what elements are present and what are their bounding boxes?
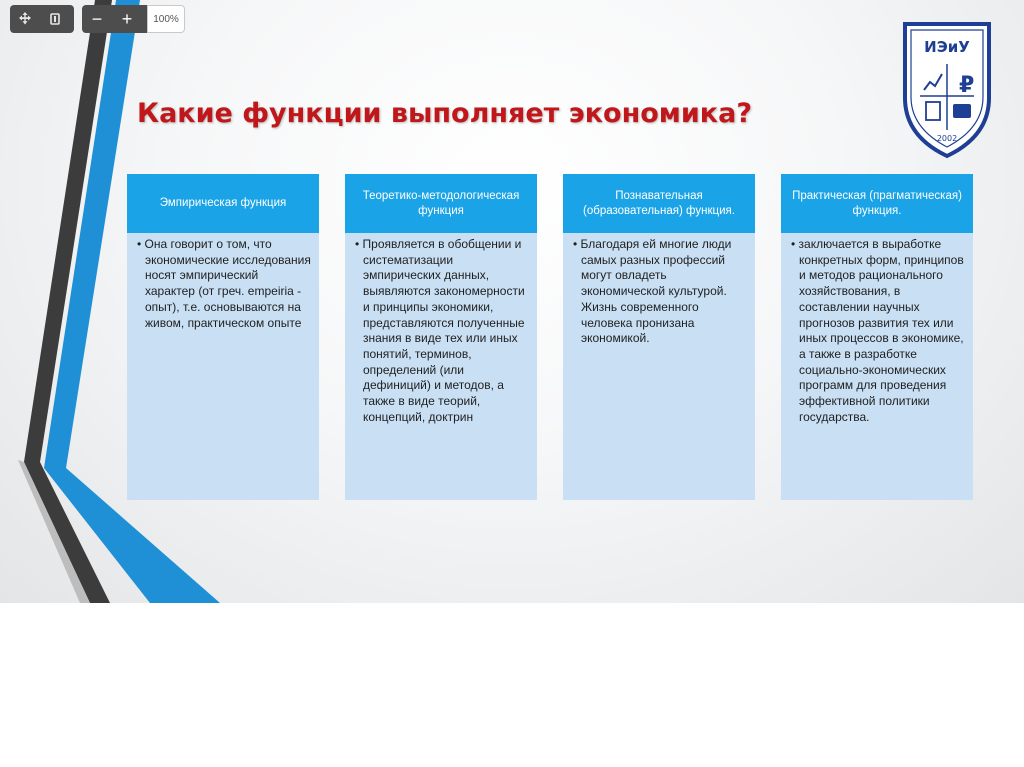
zoom-controls	[82, 5, 150, 33]
column-header: Эмпирическая функция	[127, 174, 319, 233]
function-column-empirical	[127, 174, 319, 500]
column-body	[781, 233, 973, 500]
logo-text: ИЭиУ	[924, 38, 970, 56]
column-header: Практическая (прагматическая) функция.	[781, 174, 973, 233]
institute-logo	[902, 20, 992, 160]
column-text: • Она говорит о том, что экономические исследования носят эмпирический характер (от греч. empeiria - опыт), т.е. основываются на живом, практическом опыте	[137, 237, 311, 330]
column-text: • Проявляется в обобщении и систематизации эмпирических данных, выявляются закономерности и принципы экономики, представляются полученные знания в виде тех или иных понятий, терминов, определений (или дефиниций) и методов, а также в виде теорий, концепций, доктрин	[355, 237, 525, 424]
zoom-in-button[interactable]: +	[121, 8, 133, 29]
column-header: Теоретико-методологическая функция	[345, 174, 537, 233]
logo-year: 2002	[936, 134, 958, 143]
function-column-cognitive	[563, 174, 755, 500]
column-body	[127, 233, 319, 500]
page-background	[0, 603, 1024, 767]
function-column-practical	[781, 174, 973, 500]
column-header: Познавательная (образовательная) функция.	[563, 174, 755, 233]
column-body	[345, 233, 537, 500]
fit-screen-icon[interactable]	[40, 5, 70, 33]
function-column-theoretical	[345, 174, 537, 500]
zoom-level: 100%	[147, 5, 185, 33]
slide-title: Какие функции выполняет экономика?	[137, 98, 752, 129]
move-icon[interactable]	[10, 5, 40, 33]
column-text: • Благодаря ей многие люди самых разных профессий могут овладеть экономической культурой. Жизнь современного человека пронизана экономикой.	[573, 237, 732, 346]
column-body	[563, 233, 755, 500]
svg-text:₽: ₽	[959, 73, 975, 98]
zoom-out-button[interactable]: −	[91, 8, 103, 29]
view-controls	[10, 5, 74, 33]
column-text: • заключается в выработке конкретных форм, принципов и методов рационального хозяйствования, в составлении научных прогнозов развития тех или иных процессов в экономике, а также в разработке социально-экономических программ для проведения эффективной политики государства.	[791, 237, 964, 424]
